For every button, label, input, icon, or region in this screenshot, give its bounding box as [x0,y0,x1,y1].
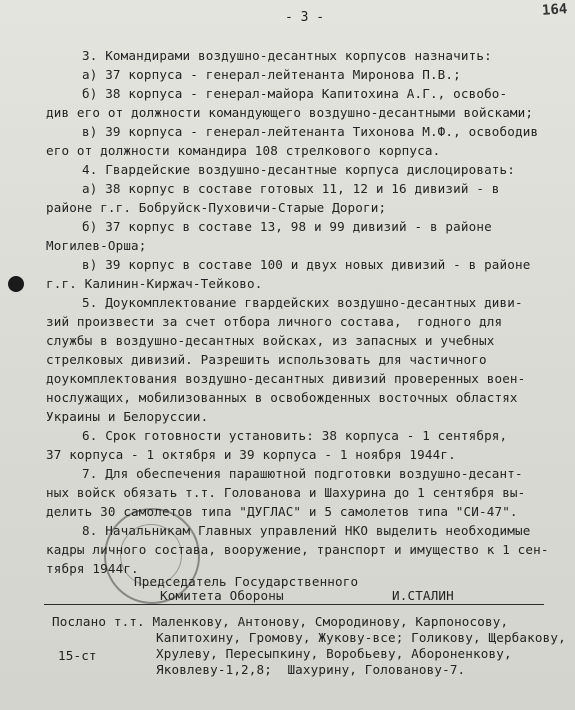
distribution-line: Яковлеву-1,2,8; Шахурину, Голованову-7. [156,662,466,677]
body-line: 8. Начальникам Главных управлений НКО выделить необходимые [82,523,531,538]
body-line: Украины и Белоруссии. [46,409,209,424]
footer-code: 15-ст [58,648,97,663]
body-line: службы в воздушно-десантных войсках, из запасных и учебных [46,333,495,348]
body-line: районе г.г. Бобруйск-Пуховичи-Старые Дороги; [46,200,387,215]
body-line: б) 38 корпуса - генерал-майора Капитохина А.Г., освобо- [82,86,508,101]
body-line: б) 37 корпус в составе 13, 98 и 99 дивизий - в районе [82,219,492,234]
distribution-line: Капитохину, Громову, Жукову-все; Голикову, Щербакову, [156,630,566,645]
body-line: ных войск обязать т.т. Голованова и Шахурина до 1 сентября вы- [46,485,526,500]
body-line: тября 1944г. [46,561,139,576]
distribution-line: Послано т.т. Маленкову, Антонову, Смородинову, Карпоносову, [52,614,509,629]
body-line: в) 39 корпус в составе 100 и двух новых дивизий - в районе [82,257,531,272]
body-line: кадры личного состава, вооружение, транспорт и имущество к 1 сен- [46,542,549,557]
distribution-line: Хрулеву, Пересыпкину, Воробьеву, Абороненкову, [156,646,512,661]
body-line: 5. Доукомплектование гвардейских воздушно-десантных диви- [82,295,523,310]
body-line: 4. Гвардейские воздушно-десантные корпуса дислоцировать: [82,162,515,177]
signature-name: И.СТАЛИН [392,588,454,603]
body-line: его от должности командира 108 стрелкового корпуса. [46,143,441,158]
body-line: 6. Срок готовности установить: 38 корпуса - 1 сентября, [82,428,508,443]
body-line: 3. Командирами воздушно-десантных корпусов назначить: [82,48,492,63]
separator-line [44,604,544,605]
body-line: стрелковых дивизий. Разрешить использовать для частичного [46,352,487,367]
body-line: 7. Для обеспечения парашютной подготовки воздушно-десант- [82,466,523,481]
body-line: г.г. Калинин-Киржач-Тейково. [46,276,263,291]
signature-title-line1: Председатель Государственного [134,574,359,589]
body-line: делить 30 самолетов типа "ДУГЛАС" и 5 самолетов типа "СИ-47". [46,504,518,519]
signature-title-line2: Комитета Обороны [160,588,284,603]
body-line: в) 39 корпуса - генерал-лейтенанта Тихонова М.Ф., освободив [82,124,539,139]
punch-hole [8,276,24,292]
body-line: доукомплектования воздушно-десантных дивизий проверенных воен- [46,371,526,386]
body-line: див его от должности командующего воздушно-десантными войсками; [46,105,534,120]
archive-number: 164 [541,1,568,19]
body-line: 37 корпуса - 1 октября и 39 корпуса - 1 ноября 1944г. [46,447,456,462]
body-line: нослужащих, мобилизованных в освобожденных восточных областях [46,390,518,405]
page-number: - 3 - [285,10,325,25]
body-line: зий произвести за счет отбора личного состава, годного для [46,314,503,329]
body-line: а) 37 корпуса - генерал-лейтенанта Миронова П.В.; [82,67,461,82]
body-line: Могилев-Орша; [46,238,147,253]
body-line: а) 38 корпус в составе готовых 11, 12 и 16 дивизий - в [82,181,500,196]
